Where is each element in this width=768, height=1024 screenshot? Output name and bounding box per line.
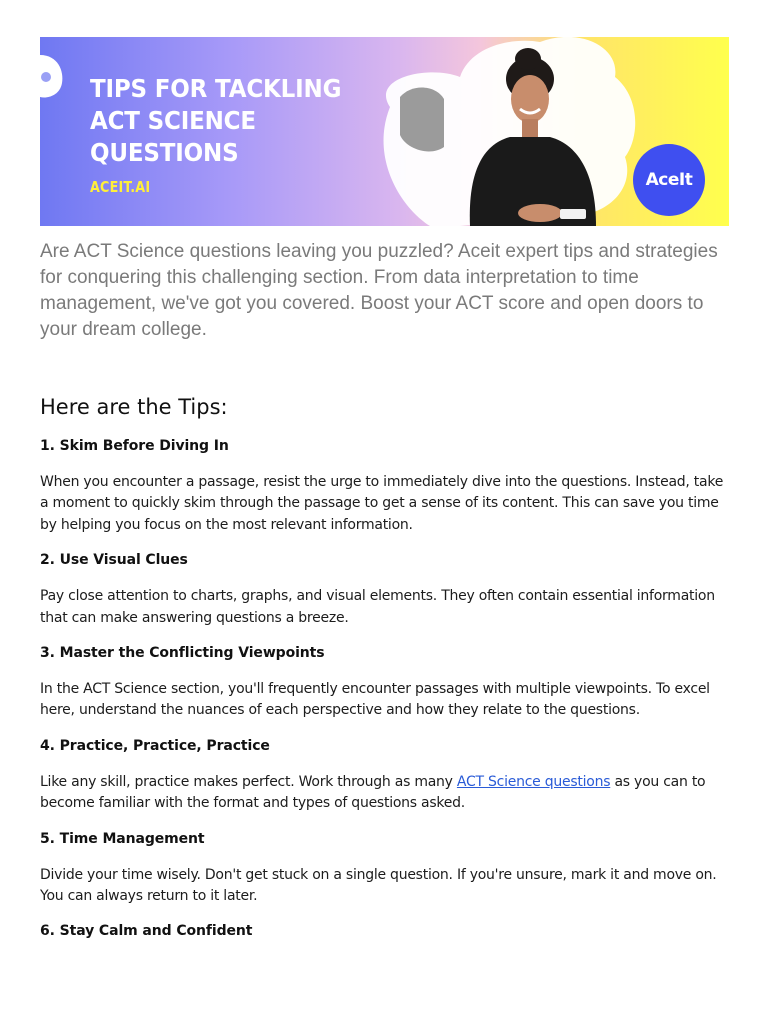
tip-5-body: Divide your time wisely. Don't get stuck on a single question. If you're unsure, mark it and move on. You can always return to it later.	[40, 866, 717, 905]
tip-4-heading: 4. Practice, Practice, Practice	[40, 737, 270, 754]
hero-banner	[40, 37, 729, 226]
tip-6-heading: 6. Stay Calm and Confident	[40, 923, 253, 940]
tip-3-body: In the ACT Science section, you'll frequently encounter passages with multiple viewpoints. To excel here, understand the nuances of each perspective and how they relate to the questions.	[40, 681, 710, 719]
tips-section	[40, 392, 732, 957]
tip-3-heading: 3. Master the Conflicting Viewpoints	[40, 645, 325, 662]
act-science-questions-link[interactable]: ACT Science questions	[456, 773, 611, 790]
aceit-logo-badge	[633, 144, 705, 216]
section-title: Here are the Tips:	[40, 395, 228, 419]
hero-title: TIPS FOR TACKLING ACT SCIENCE QUESTIONS	[90, 74, 342, 167]
tip-2-heading: 2. Use Visual Clues	[40, 552, 188, 569]
tip-4-body	[40, 772, 732, 815]
hero-brand: ACEIT.AI	[90, 178, 151, 196]
tip-5-heading: 5. Time Management	[40, 830, 205, 847]
tip-2-body: Pay close attention to charts, graphs, and visual elements. They often contain essential information that can make answering questions a breeze.	[40, 588, 715, 626]
tip-4-body-start: Like any skill, practice makes perfect. Work through as many	[40, 773, 457, 790]
tip-1-body: When you encounter a passage, resist the urge to immediately dive into the questions. Instead, take a moment to quickly skim through the passage to get a sense of its content. This can save you time by helping you focus on the most relevant information.	[40, 474, 724, 533]
intro-paragraph: Are ACT Science questions leaving you puzzled? Aceit expert tips and strategies for conquering this challenging section. From data interpretation to time management, we've got you covered. Boost your ACT score and open doors to your dream college.	[40, 241, 718, 340]
tip-1-heading: 1. Skim Before Diving In	[40, 438, 229, 454]
aceit-logo-text: AceIt	[645, 170, 693, 190]
tip-4-body-end: as you can to become familiar with the format and types of questions asked.	[40, 773, 706, 812]
